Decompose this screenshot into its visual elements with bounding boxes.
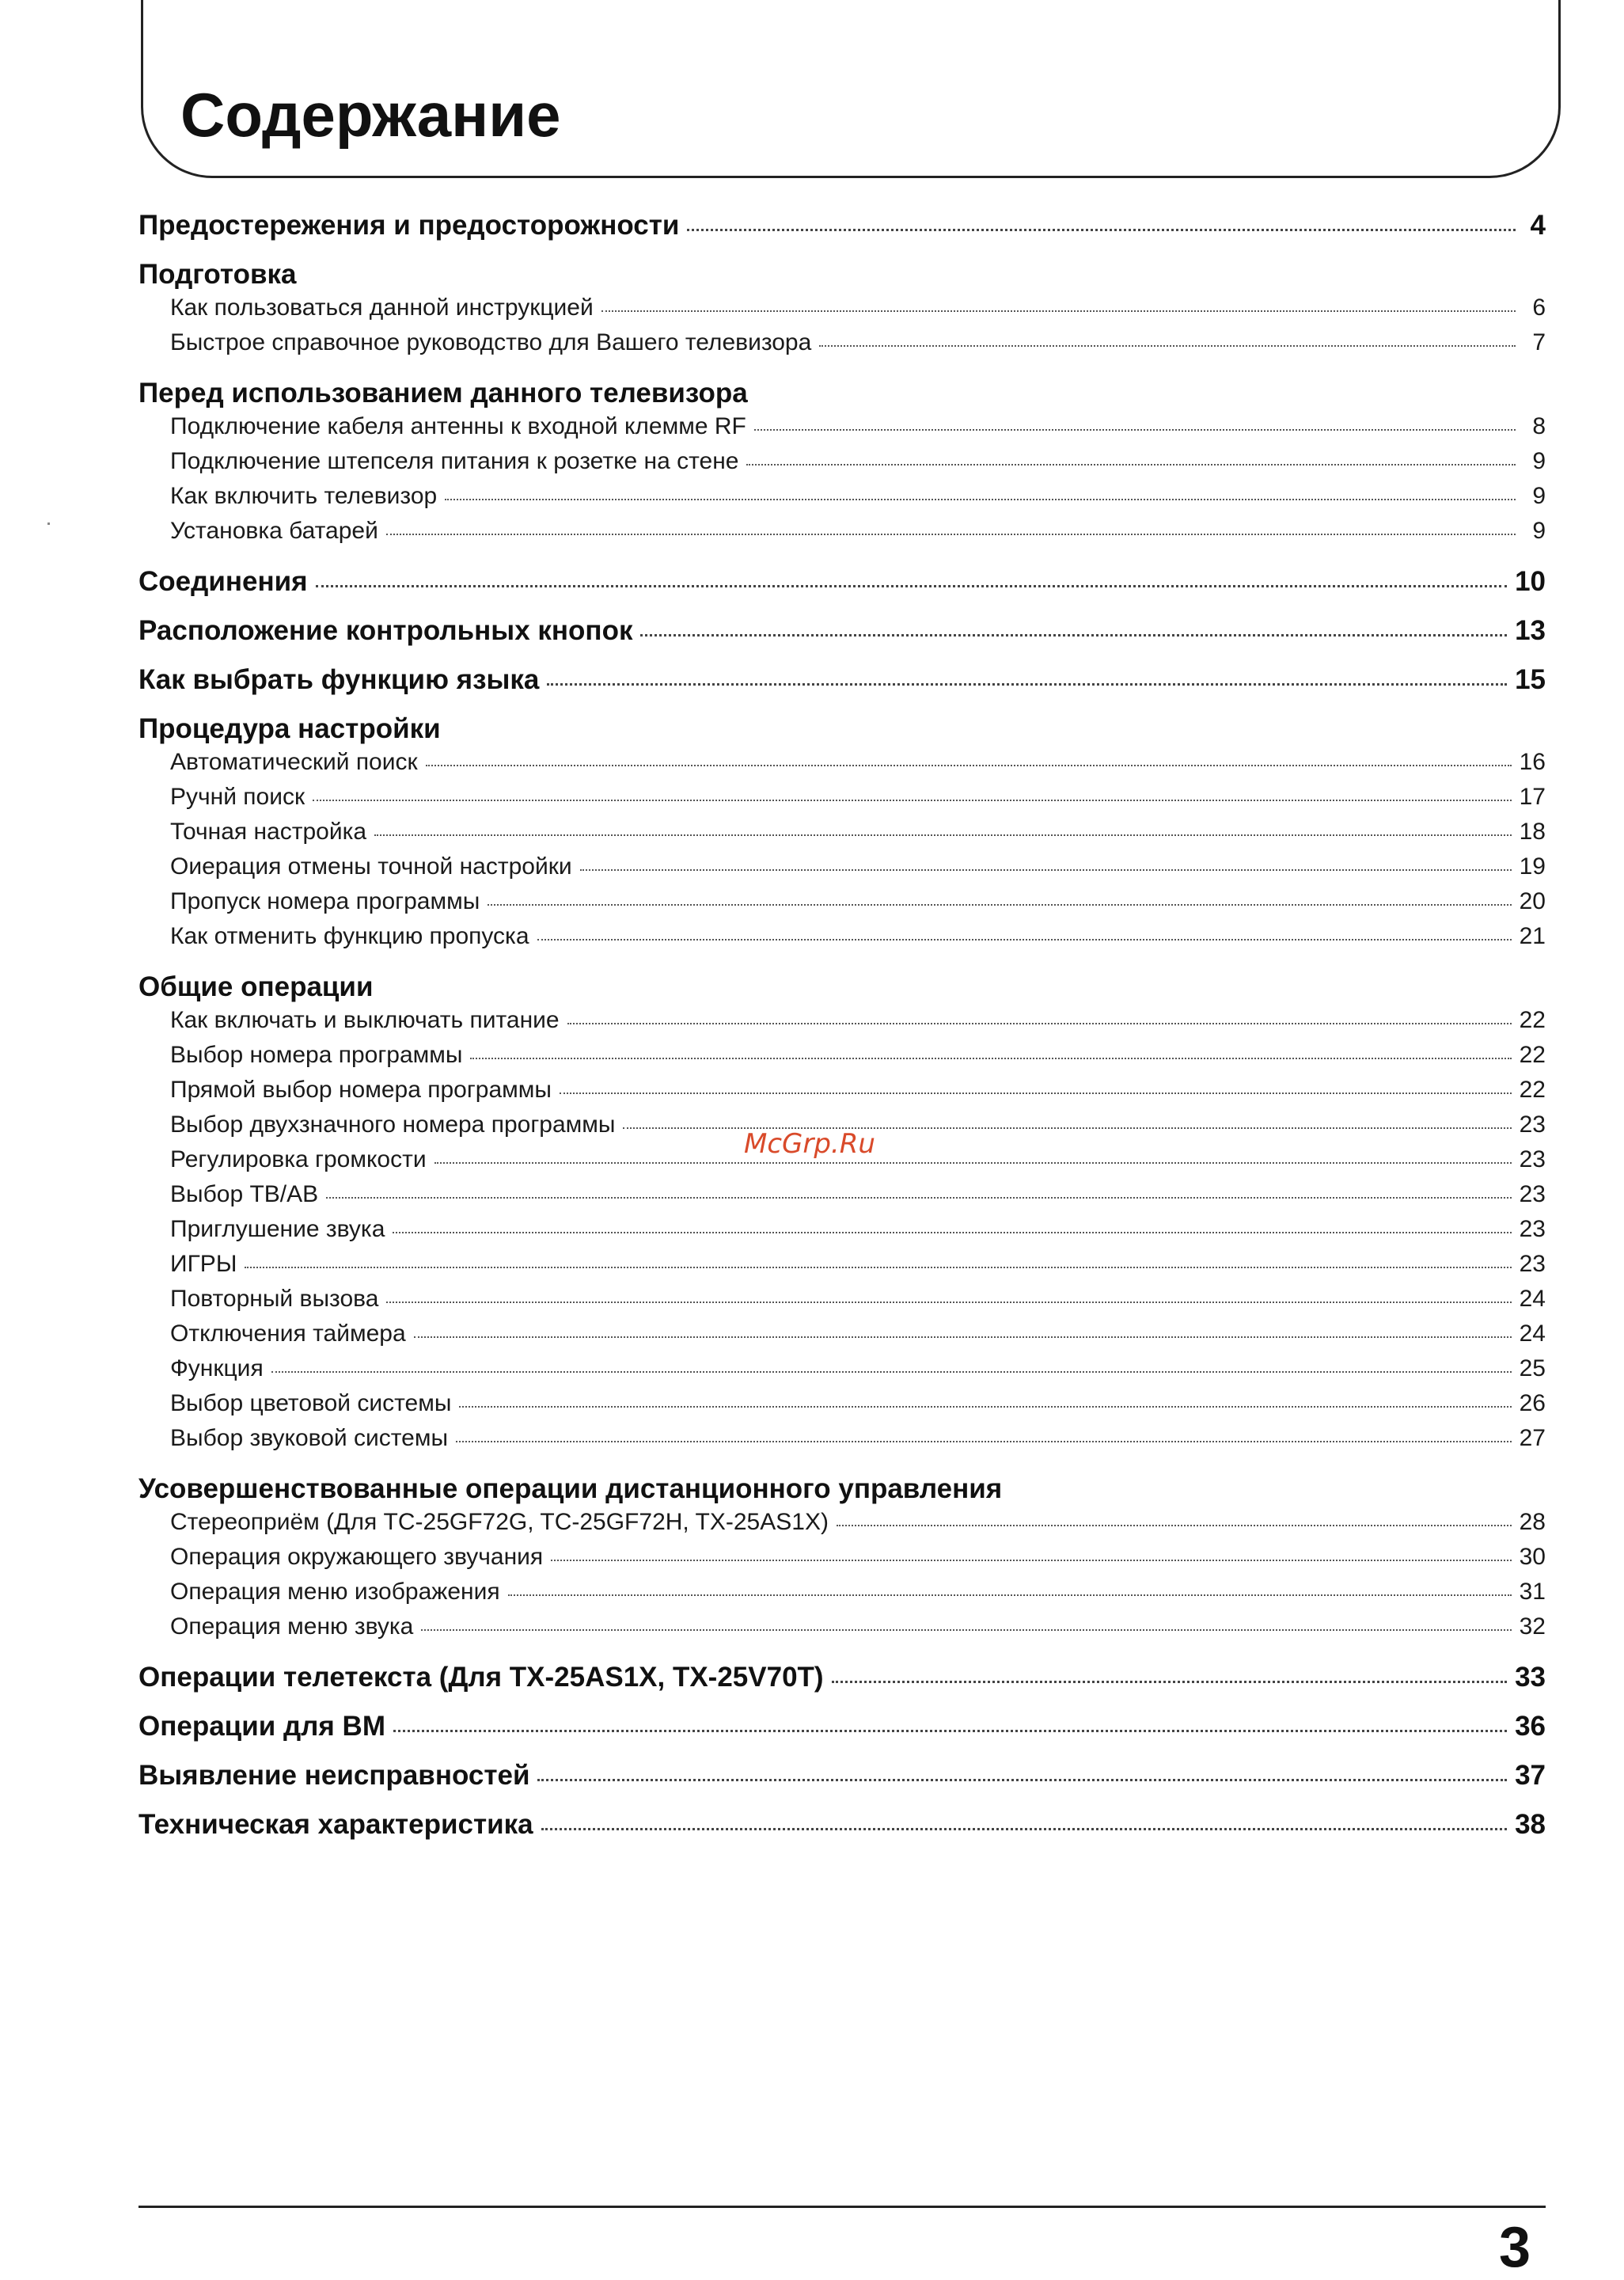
toc-page-number: 23 bbox=[1519, 1146, 1546, 1172]
toc-entry[interactable] bbox=[138, 1003, 1546, 1038]
leader-dots bbox=[421, 1628, 1511, 1631]
toc-entry-title: Повторный вызова bbox=[170, 1286, 379, 1312]
toc-entry[interactable] bbox=[138, 1421, 1546, 1456]
toc-entry[interactable] bbox=[138, 409, 1546, 444]
toc-page-number: 4 bbox=[1530, 210, 1546, 241]
toc-entry[interactable] bbox=[138, 1386, 1546, 1421]
toc-entry-title: Выбор двухзначного номера программы bbox=[170, 1112, 616, 1138]
toc-entry[interactable] bbox=[138, 1038, 1546, 1073]
toc-entry-title: Выбор номера программы bbox=[170, 1042, 463, 1068]
toc-entry[interactable] bbox=[138, 1609, 1546, 1644]
toc-page-number: 25 bbox=[1519, 1355, 1546, 1381]
leader-dots bbox=[393, 1231, 1511, 1233]
toc-page-number: 13 bbox=[1515, 615, 1546, 646]
toc-page-number: 27 bbox=[1519, 1425, 1546, 1451]
toc-entry-title: Операция меню изображения bbox=[170, 1579, 500, 1605]
toc-entry-title: Приглушение звука bbox=[170, 1216, 385, 1242]
toc-group-title: Общие операции bbox=[138, 971, 374, 1002]
toc-section[interactable] bbox=[138, 210, 1546, 241]
leader-dots bbox=[547, 682, 1507, 686]
toc-entry-title: Выбор звуковой системы bbox=[170, 1425, 449, 1451]
leader-dots bbox=[687, 228, 1516, 231]
toc-entry[interactable] bbox=[138, 1505, 1546, 1540]
toc-page-number: 30 bbox=[1519, 1544, 1546, 1570]
toc-page-number: 31 bbox=[1519, 1579, 1546, 1605]
toc-entry-title: Подключение штепселя питания к розетке на стене bbox=[170, 448, 739, 474]
toc-entry-title: Оиерация отмены точной настройки bbox=[170, 853, 572, 880]
toc-page-number: 17 bbox=[1519, 784, 1546, 810]
leader-dots bbox=[414, 1336, 1512, 1338]
toc-entry-title: Автоматический поиск bbox=[170, 749, 418, 775]
leader-dots bbox=[426, 764, 1512, 766]
leader-dots bbox=[560, 1092, 1512, 1094]
toc-section-title: Предостережения и предосторожности bbox=[138, 210, 680, 241]
toc-page-number: 16 bbox=[1519, 749, 1546, 775]
page-title: Содержание bbox=[180, 80, 561, 150]
leader-dots bbox=[470, 1057, 1511, 1059]
toc-page-number: 23 bbox=[1519, 1112, 1546, 1138]
leader-dots bbox=[819, 344, 1516, 347]
toc-entry[interactable] bbox=[138, 815, 1546, 849]
toc-entry[interactable] bbox=[138, 884, 1546, 919]
leader-dots bbox=[459, 1405, 1511, 1408]
toc-group-title: Подготовка bbox=[138, 259, 297, 290]
toc-entry-title: Выбор ТВ/АВ bbox=[170, 1181, 319, 1207]
leader-dots bbox=[386, 1301, 1511, 1303]
toc-section[interactable] bbox=[138, 664, 1546, 696]
leader-dots bbox=[551, 1559, 1511, 1561]
toc-entry[interactable] bbox=[138, 1317, 1546, 1351]
toc-page-number: 8 bbox=[1532, 413, 1546, 439]
leader-dots bbox=[434, 1161, 1512, 1164]
toc-section-title: Выявление неисправностей bbox=[138, 1760, 530, 1791]
leader-dots bbox=[567, 1022, 1512, 1024]
toc-page-number: 9 bbox=[1532, 483, 1546, 509]
toc-section-title: Операции телетекста (Для TX-25AS1X, TX-25V70T) bbox=[138, 1662, 824, 1693]
leader-dots bbox=[456, 1440, 1512, 1442]
toc-group-title: Процедура настройки bbox=[138, 713, 441, 744]
toc-entry-title: Операция окружающего звучания bbox=[170, 1544, 544, 1570]
toc-entry-title: Регулировка громкости bbox=[170, 1146, 427, 1172]
toc-entry-title: Как пользоваться данной инструкцией bbox=[170, 294, 594, 321]
leader-dots bbox=[508, 1594, 1512, 1596]
toc-page-number: 9 bbox=[1532, 518, 1546, 544]
toc-entry-title: Быстрое справочное руководство для Вашего телевизора bbox=[170, 329, 812, 355]
toc-page-number: 22 bbox=[1519, 1007, 1546, 1033]
toc-page-number: 20 bbox=[1519, 888, 1546, 914]
leader-dots bbox=[541, 1827, 1507, 1830]
watermark: McGrp.Ru bbox=[744, 1128, 875, 1160]
toc-page-number: 6 bbox=[1532, 294, 1546, 321]
toc-entry[interactable] bbox=[138, 1540, 1546, 1575]
toc-page-number: 24 bbox=[1519, 1320, 1546, 1347]
toc-entry[interactable] bbox=[138, 325, 1546, 360]
toc-entry[interactable] bbox=[138, 1247, 1546, 1282]
toc-entry-title: Операция меню звука bbox=[170, 1613, 414, 1640]
toc-entry[interactable] bbox=[138, 1073, 1546, 1108]
leader-dots bbox=[488, 903, 1511, 906]
toc-entry-title: Выбор цветовой системы bbox=[170, 1390, 452, 1416]
leader-dots bbox=[640, 633, 1507, 636]
toc-entry[interactable] bbox=[138, 444, 1546, 479]
leader-dots bbox=[245, 1266, 1511, 1268]
toc-section-title: Техническая характеристика bbox=[138, 1809, 533, 1840]
toc-entry[interactable] bbox=[138, 849, 1546, 884]
toc-entry[interactable] bbox=[138, 780, 1546, 815]
toc-page-number: 36 bbox=[1515, 1711, 1546, 1742]
toc-entry-title: Подключение кабеля антенны к входной клемме RF bbox=[170, 413, 746, 439]
toc-entry-title: ИГРЫ bbox=[170, 1251, 237, 1277]
toc-entry-title: Функция bbox=[170, 1355, 264, 1381]
toc-entry[interactable] bbox=[138, 514, 1546, 549]
toc-page-number: 23 bbox=[1519, 1181, 1546, 1207]
toc-group-title: Усовершенствованные операции дистанционного управления bbox=[138, 1473, 1003, 1504]
toc-section-title: Как выбрать функцию языка bbox=[138, 664, 540, 695]
leader-dots bbox=[316, 584, 1508, 587]
leader-dots bbox=[537, 1778, 1507, 1781]
toc-page-number: 15 bbox=[1515, 664, 1546, 695]
toc-page-number: 7 bbox=[1532, 329, 1546, 355]
toc-section[interactable] bbox=[138, 1711, 1546, 1742]
toc-page-number: 26 bbox=[1519, 1390, 1546, 1416]
page-number: 3 bbox=[1498, 2216, 1531, 2279]
toc-entry-title: Пропуск номера программы bbox=[170, 888, 480, 914]
toc-entry[interactable] bbox=[138, 291, 1546, 325]
toc-section[interactable] bbox=[138, 615, 1546, 647]
leader-dots bbox=[537, 938, 1512, 940]
leader-dots bbox=[393, 1729, 1507, 1732]
leader-dots bbox=[374, 834, 1512, 836]
toc-entry-title: Отключения таймера bbox=[170, 1320, 406, 1347]
toc-section-title: Соединения bbox=[138, 566, 308, 597]
toc-entry[interactable] bbox=[138, 745, 1546, 780]
toc-section-title: Операции для ВМ bbox=[138, 1711, 385, 1742]
leader-dots bbox=[746, 463, 1516, 466]
toc-entry-title: Установка батарей bbox=[170, 518, 378, 544]
toc-entry-title: Как отменить функцию пропуска bbox=[170, 923, 529, 949]
toc-group-title: Перед использованием данного телевизора bbox=[138, 378, 748, 408]
toc-entry[interactable] bbox=[138, 1212, 1546, 1247]
leader-dots bbox=[580, 868, 1512, 871]
toc-entry-title: Ручнй поиск bbox=[170, 784, 305, 810]
leader-dots bbox=[271, 1370, 1512, 1373]
toc-section-title: Расположение контрольных кнопок bbox=[138, 615, 633, 646]
leader-dots bbox=[837, 1524, 1512, 1526]
leader-dots bbox=[754, 428, 1516, 431]
toc-page-number: 24 bbox=[1519, 1286, 1546, 1312]
toc-page-number: 9 bbox=[1532, 448, 1546, 474]
toc-page-number: 21 bbox=[1519, 923, 1546, 949]
toc-page-number: 10 bbox=[1515, 566, 1546, 597]
toc-page-number: 37 bbox=[1515, 1760, 1546, 1791]
toc-section[interactable] bbox=[138, 566, 1546, 598]
leader-dots bbox=[445, 498, 1516, 500]
toc-entry-title: Точная настройка bbox=[170, 819, 367, 845]
leader-dots bbox=[601, 310, 1516, 312]
toc-page-number: 32 bbox=[1519, 1613, 1546, 1640]
toc-page-number: 23 bbox=[1519, 1216, 1546, 1242]
toc-page-number: 28 bbox=[1519, 1509, 1546, 1535]
toc-entry[interactable] bbox=[138, 1177, 1546, 1212]
toc-page-number: 19 bbox=[1519, 853, 1546, 880]
toc-page-number: 23 bbox=[1519, 1251, 1546, 1277]
toc-section[interactable] bbox=[138, 1662, 1546, 1693]
toc-entry-title: Как включить телевизор bbox=[170, 483, 438, 509]
toc-entry[interactable] bbox=[138, 919, 1546, 954]
toc-entry[interactable] bbox=[138, 1575, 1546, 1609]
toc-entry-title: Стереоприём (Для TC-25GF72G, TC-25GF72H, TX-25AS1X) bbox=[170, 1509, 829, 1535]
toc-entry[interactable] bbox=[138, 1351, 1546, 1386]
toc-page-number: 22 bbox=[1519, 1077, 1546, 1103]
footer-rule bbox=[138, 2206, 1546, 2208]
table-of-contents bbox=[138, 210, 1546, 1841]
leader-dots bbox=[326, 1196, 1511, 1199]
toc-page-number: 22 bbox=[1519, 1042, 1546, 1068]
leader-dots bbox=[832, 1680, 1507, 1683]
toc-entry-title: Прямой выбор номера программы bbox=[170, 1077, 552, 1103]
toc-page-number: 18 bbox=[1519, 819, 1546, 845]
leader-dots bbox=[386, 533, 1516, 535]
toc-entry-title: Как включать и выключать питание bbox=[170, 1007, 560, 1033]
leader-dots bbox=[313, 799, 1512, 801]
scan-speck bbox=[47, 522, 50, 525]
toc-entry[interactable] bbox=[138, 479, 1546, 514]
toc-page-number: 38 bbox=[1515, 1809, 1546, 1840]
toc-page-number: 33 bbox=[1515, 1662, 1546, 1693]
toc-section[interactable] bbox=[138, 1760, 1546, 1792]
toc-section[interactable] bbox=[138, 1809, 1546, 1841]
toc-entry[interactable] bbox=[138, 1282, 1546, 1317]
